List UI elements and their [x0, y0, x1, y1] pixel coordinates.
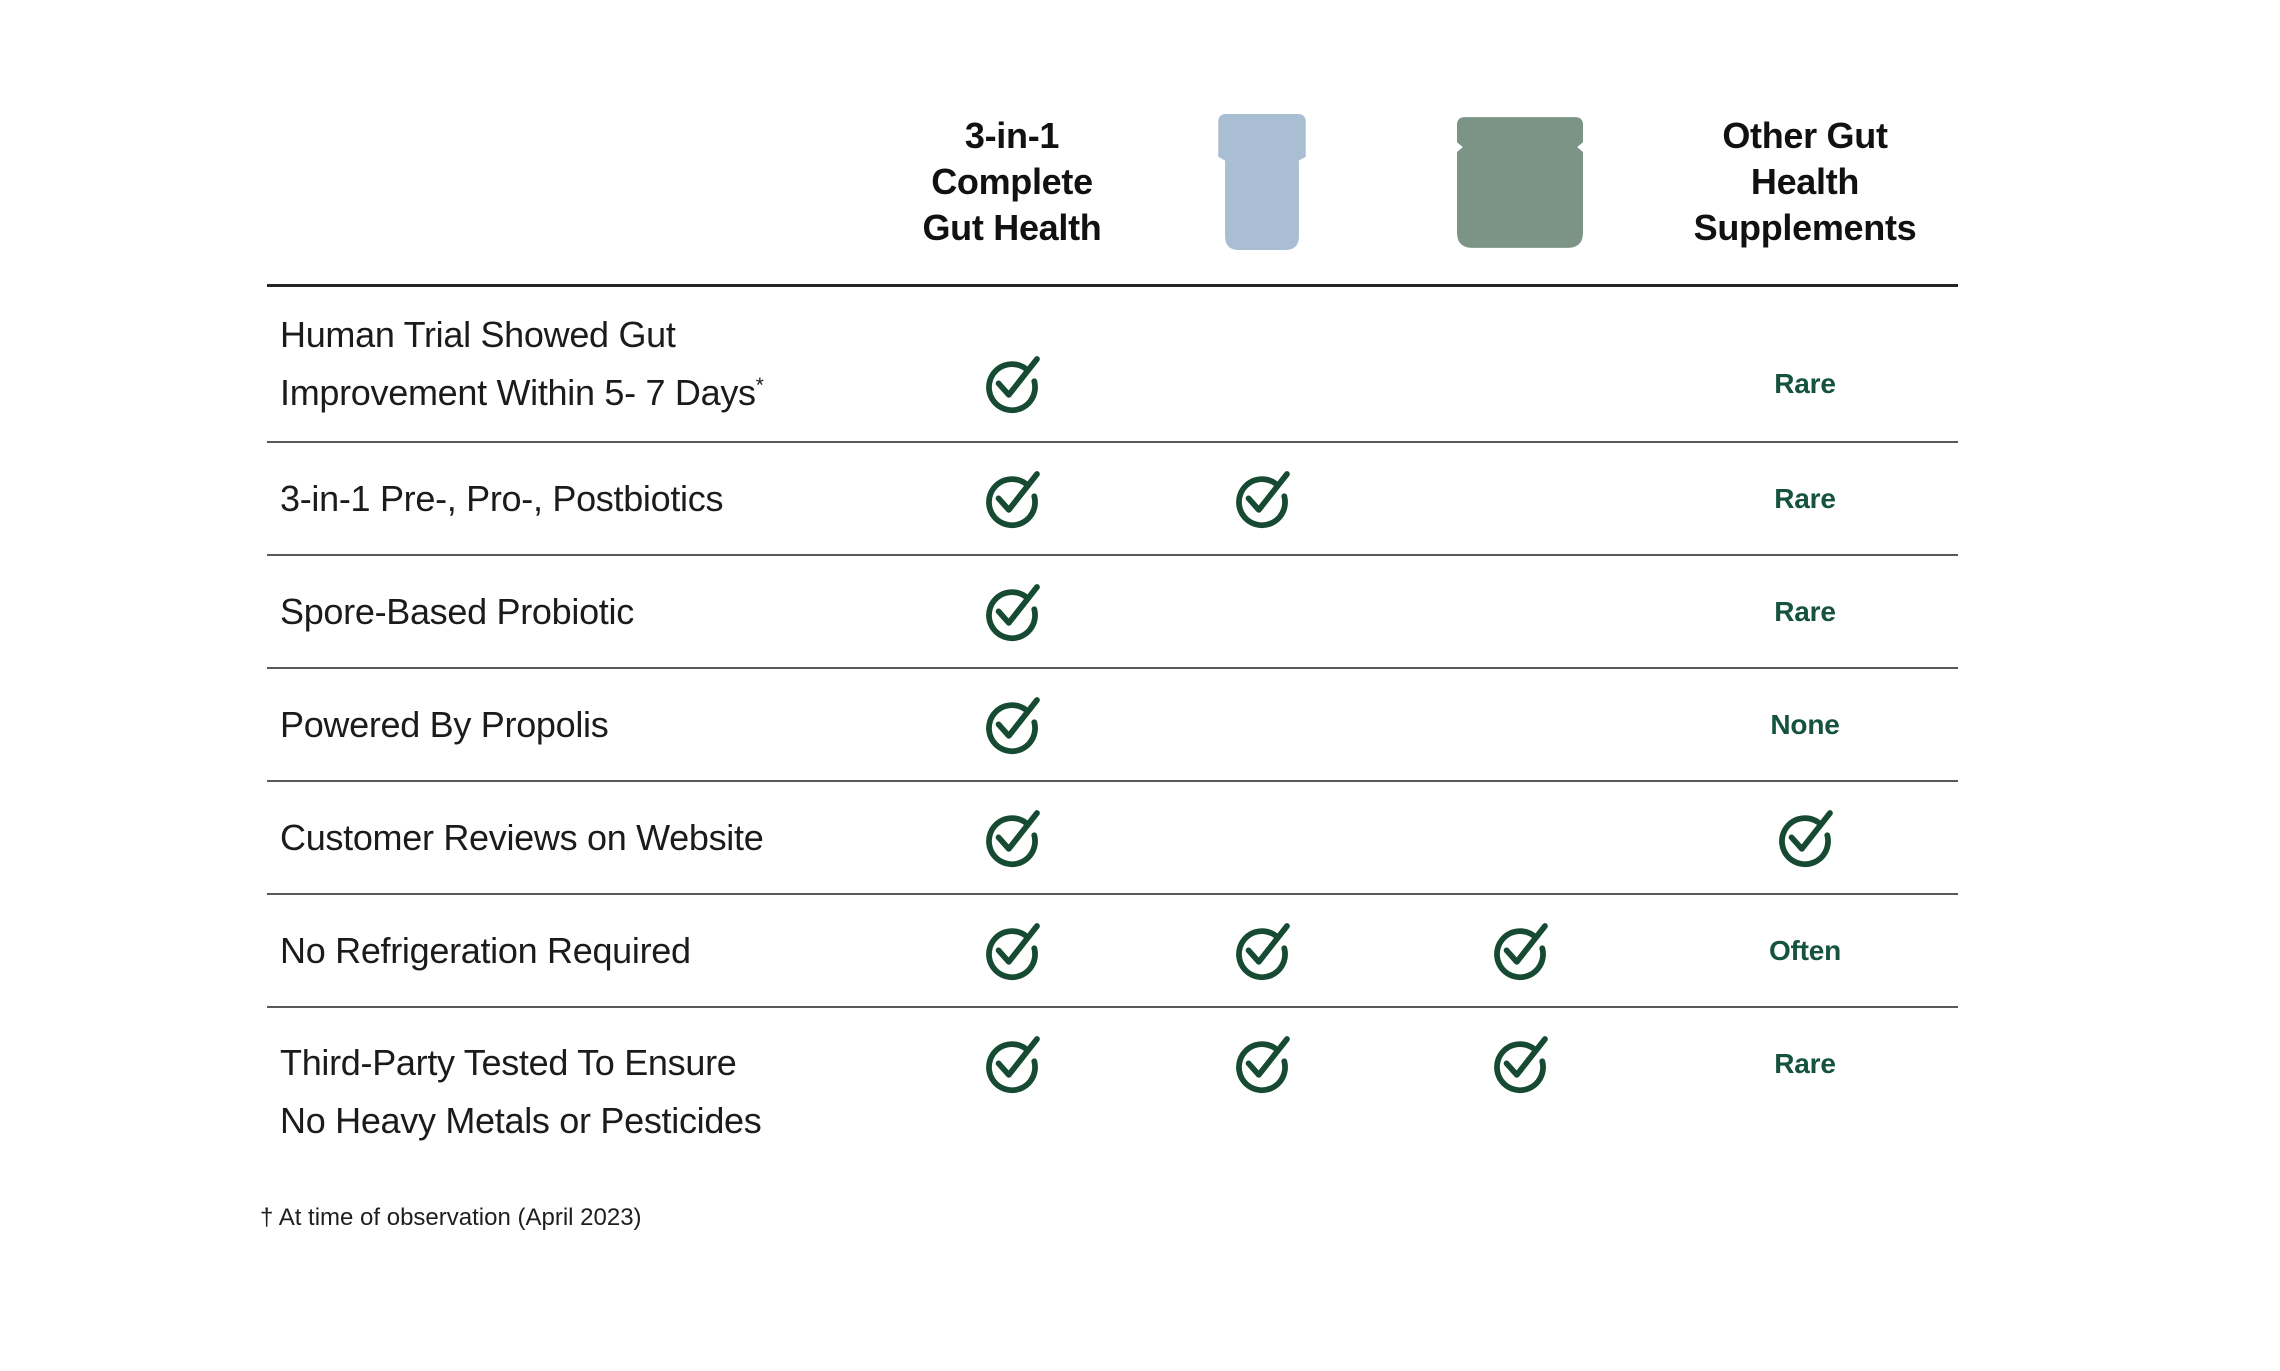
empty-cell [1387, 806, 1652, 870]
product-column-header [887, 113, 1137, 251]
checkmark-icon [980, 580, 1044, 644]
check-cell [1137, 1032, 1387, 1096]
empty-cell [1387, 693, 1652, 757]
status-text: Rare [1774, 595, 1836, 627]
checkmark-icon [1230, 1032, 1294, 1096]
table-row [267, 443, 1958, 556]
comparison-table [260, 80, 1958, 1232]
check-cell [887, 580, 1137, 644]
checkmark-icon [1488, 1032, 1552, 1096]
feature-label: Third-Party Tested To Ensure No Heavy Metals or Pesticides [280, 1042, 762, 1141]
check-cell [1387, 919, 1652, 983]
header-row [267, 80, 1958, 287]
check-cell [887, 1032, 1137, 1096]
checkmark-icon [1488, 919, 1552, 983]
product-header-line: Gut Health [922, 207, 1102, 248]
checkmark-icon [980, 352, 1044, 416]
checkmark-icon [980, 919, 1044, 983]
check-cell [1387, 1032, 1652, 1096]
table-row [267, 287, 1958, 443]
status-text: None [1770, 708, 1840, 740]
jar-column-header [1387, 117, 1652, 248]
empty-cell [1387, 580, 1652, 644]
status-text: Rare [1774, 368, 1836, 399]
feature-label: Human Trial Showed Gut Improvement Within 5- 7 Days* [280, 314, 764, 413]
footnote-marker: * [755, 374, 764, 397]
empty-cell [1137, 352, 1387, 416]
table-row [267, 895, 1958, 1008]
check-cell [1137, 919, 1387, 983]
checkmark-icon [1230, 919, 1294, 983]
table-body [267, 287, 1958, 1176]
feature-label: No Refrigeration Required [280, 929, 691, 971]
pill-bottle-icon [1218, 114, 1306, 250]
check-cell [887, 467, 1137, 531]
other-header-line: Health [1750, 161, 1860, 202]
bottle-column-header [1137, 114, 1387, 250]
check-cell [887, 693, 1137, 757]
table-row [267, 1008, 1958, 1176]
checkmark-icon [1230, 467, 1294, 531]
other-header-line: Supplements [1693, 207, 1917, 248]
status-text: Often [1768, 934, 1842, 966]
check-cell [1137, 467, 1387, 531]
feature-label: 3-in-1 Pre-, Pro-, Postbiotics [280, 477, 724, 519]
feature-label: Customer Reviews on Website [280, 816, 764, 858]
table-row [267, 669, 1958, 782]
empty-cell [1387, 352, 1652, 416]
status-text: Rare [1774, 482, 1836, 514]
check-cell [887, 352, 1137, 416]
feature-label: Powered By Propolis [280, 703, 609, 745]
product-header-line: 3-in-1 [964, 115, 1060, 156]
empty-cell [1137, 580, 1387, 644]
status-text: Rare [1774, 1048, 1836, 1079]
supplement-jar-icon [1457, 117, 1583, 248]
table-row [267, 782, 1958, 895]
other-header-line: Other Gut [1722, 115, 1888, 156]
feature-label: Spore-Based Probiotic [280, 590, 634, 632]
empty-cell [1137, 806, 1387, 870]
empty-cell [1137, 693, 1387, 757]
checkmark-icon [980, 1032, 1044, 1096]
product-header-line: Complete [931, 161, 1093, 202]
footnote: † At time of observation (April 2023) [260, 1204, 642, 1231]
check-cell [1652, 806, 1958, 870]
table-row [267, 556, 1958, 669]
checkmark-icon [1773, 806, 1837, 870]
check-cell [887, 919, 1137, 983]
other-column-header [1652, 113, 1958, 251]
empty-cell [1387, 467, 1652, 531]
checkmark-icon [980, 693, 1044, 757]
checkmark-icon [980, 467, 1044, 531]
checkmark-icon [980, 806, 1044, 870]
check-cell [887, 806, 1137, 870]
